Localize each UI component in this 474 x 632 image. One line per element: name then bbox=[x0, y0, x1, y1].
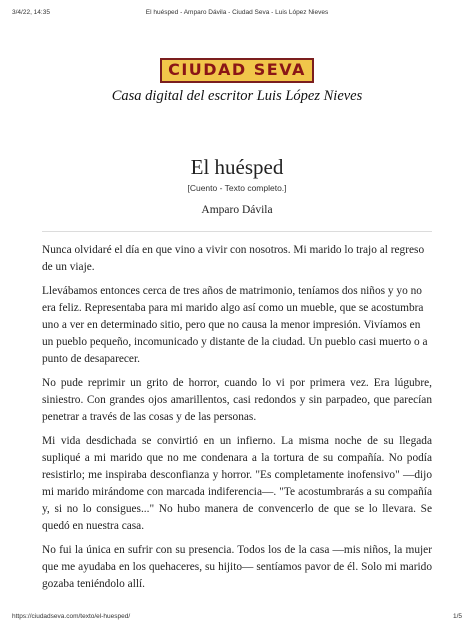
story-author: Amparo Dávila bbox=[201, 204, 273, 216]
story-paragraph-2: Llevábamos entonces cerca de tres años de matrimonio, teníamos dos niños y yo no era feliz. Representaba para mi marido algo así como un mueble, que se acostumbra uno a ver en determinado sitio, pero que no causa la menor impresión. Vivíamos en un pueblo pequeño, incomunicado y distante de la ciudad. Un pueblo casi muerto o a punto de desaparecer. bbox=[42, 285, 428, 365]
story-paragraph-5: No fui la única en sufrir con su presencia. Todos los de la casa —mis niños, la mujer que me ayudaba en los quehaceres, su hijito— sentíamos pavor de él. Solo mi marido gozaba teniéndolo allí. bbox=[42, 544, 432, 590]
site-logo-wrapper bbox=[0, 58, 474, 83]
story-paragraph-4: Mi vida desdichada se convirtió en un infierno. La misma noche de su llegada supliqué a mi marido que no me condenara a la tortura de su compañía. No podía resistirlo; me inspiraba desconfianza y horror. "Es completamente inofensivo" —dijo mi marido mirándome con marcada indiferencia—. "Te acostumbrarás a su compañía y, si no lo consigues..." No hubo manera de convencerlo de que se lo llevara. Se quedó en nuestra casa. bbox=[42, 435, 432, 532]
story-paragraph-1: Nunca olvidaré el día en que vino a vivir con nosotros. Mi marido lo trajo al regreso de un viaje. bbox=[42, 244, 425, 273]
site-logo-text: CIUDAD SEVA bbox=[168, 60, 306, 79]
story-paragraph-3: No pude reprimir un grito de horror, cuando lo vi por primera vez. Era lúgubre, siniestro. Con grandes ojos amarillentos, casi redondos y sin parpadeo, que parecían penetrar a través de las cosas y de las personas. bbox=[42, 377, 432, 423]
print-document-title: El huésped - Amparo Dávila - Ciudad Seva - Luis López Nieves bbox=[145, 9, 329, 16]
print-footer bbox=[12, 613, 462, 623]
print-header bbox=[12, 9, 462, 19]
site-logo[interactable] bbox=[160, 58, 314, 83]
story-subtitle: [Cuento - Texto completo.] bbox=[187, 183, 287, 193]
story-body bbox=[42, 242, 432, 600]
divider bbox=[42, 231, 432, 232]
print-url: https://ciudadseva.com/texto/el-huesped/ bbox=[12, 613, 131, 620]
story-title: El huésped bbox=[190, 155, 284, 179]
print-page-number: 1/5 bbox=[452, 613, 462, 620]
print-datetime: 3/4/22, 14:35 bbox=[12, 9, 50, 16]
site-tagline: Casa digital del escritor Luis López Nieves bbox=[111, 88, 363, 104]
